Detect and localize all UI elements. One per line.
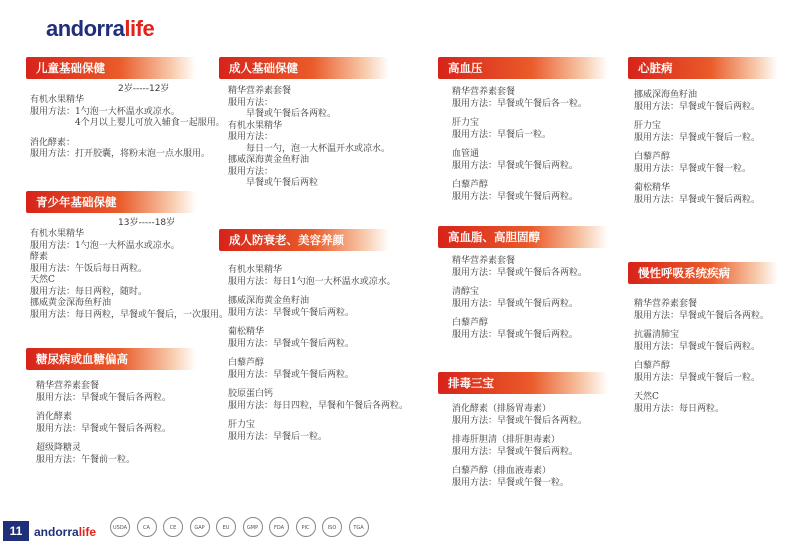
- text-line: 服用方法：1勺泡一大杯温水或凉水。: [30, 106, 180, 117]
- text-line: 天然C: [30, 275, 55, 285]
- text-line: 挪威深海黄金鱼籽油: [228, 296, 310, 306]
- text-line: 服用方法：早餐或午餐后一粒。: [634, 372, 761, 383]
- text-line: 服用方法：: [228, 132, 274, 142]
- text-line: 酵素: [30, 252, 49, 262]
- text-line: [452, 279, 587, 287]
- text-line: 服用方法：早餐或午餐后各两粒。: [452, 267, 588, 278]
- text-line: 4个月以上婴儿可放入辅食一起服用。: [30, 118, 225, 128]
- text-line: 服用方法：: [228, 97, 274, 108]
- section-title-teen: 青少年基础保健: [26, 191, 196, 213]
- section-title-copd: 慢性呼吸系统疾病: [628, 262, 778, 284]
- certification-badge-icon: ISO: [322, 517, 342, 537]
- section-body-teen: [30, 229, 228, 321]
- text-line: 天然C: [634, 392, 659, 402]
- age-range-teen: 13岁-----18岁: [118, 218, 176, 228]
- text-line: 排毒肝胆清（排肝胆毒素）: [452, 435, 561, 445]
- section-title-bp: 高血压: [438, 57, 608, 79]
- text-line: [228, 350, 408, 358]
- text-line: 服用方法：早餐或午餐后各两粒。: [634, 310, 770, 321]
- text-line: [634, 384, 769, 392]
- section-title-child: 儿童基础保健: [26, 57, 196, 79]
- footer: [0, 510, 800, 547]
- text-line: 服用方法：1勺泡一大杯温水或凉水。: [30, 240, 180, 251]
- text-line: 挪威黄金深海鱼籽油: [30, 298, 112, 308]
- text-line: 早餐或午餐后各两粒。: [228, 109, 337, 119]
- text-line: 服用方法：午餐前一粒。: [36, 454, 136, 465]
- footer-brand-logo: [34, 525, 96, 539]
- text-line: 清醇宝: [452, 287, 480, 297]
- certification-badge-icon: EU: [216, 517, 236, 537]
- section-title-adult: 成人基础保健: [219, 57, 389, 79]
- text-line: 挪威深海黄金鱼籽油: [228, 155, 310, 165]
- text-line: [228, 288, 408, 296]
- text-line: [452, 110, 587, 118]
- section-title-lipid: 高血脂、高胆固醇: [438, 226, 608, 248]
- text-line: 服用方法：每日1勺泡一大杯温水或凉水。: [228, 276, 396, 287]
- text-line: 服用方法：早餐或午餐后一粒。: [634, 132, 761, 143]
- text-line: 有机水果精华: [30, 229, 85, 239]
- certification-badge-icon: FDA: [269, 517, 289, 537]
- text-line: 消化酵素：: [30, 137, 76, 148]
- section-body-lipid: [452, 256, 587, 341]
- text-line: 挪威深海鱼籽油: [634, 90, 698, 100]
- footer-brand-part2: life: [78, 525, 97, 539]
- text-line: 服用方法：每日两粒，早餐或午餐后，一次服用。: [30, 309, 229, 320]
- section-title-antiaging: 成人防衰老、美容养颜: [219, 229, 389, 251]
- text-line: [634, 144, 760, 152]
- brand-logo: [46, 16, 154, 42]
- text-line: 有机水果精华: [228, 265, 283, 275]
- text-line: [228, 381, 408, 389]
- section-body-antiaging: [228, 265, 408, 443]
- text-line: 服用方法：早餐或午餐后两粒。: [452, 160, 579, 171]
- text-line: [452, 141, 587, 149]
- text-line: [36, 404, 171, 412]
- certification-badge-icon: GAP: [190, 517, 210, 537]
- text-line: 消化酵素: [36, 412, 73, 422]
- text-line: 服用方法：早餐或午餐后各两粒。: [452, 415, 588, 426]
- text-line: 胶原蛋白钙: [228, 389, 274, 399]
- text-line: 服用方法：早餐或午餐后两粒。: [228, 338, 355, 349]
- section-title-diabetes: 糖尿病或血糖偏高: [26, 348, 196, 370]
- text-line: 肝力宝: [634, 121, 662, 131]
- age-range-child: 2岁-----12岁: [118, 84, 170, 94]
- section-body-heart: [634, 90, 760, 206]
- text-line: 服用方法：早餐或午餐后各一粒。: [452, 98, 588, 109]
- certification-badge-icon: CE: [163, 517, 183, 537]
- text-line: 服用方法：早餐或午餐后两粒。: [634, 194, 761, 205]
- text-line: 消化酵素（排肠胃毒素）: [452, 404, 552, 414]
- text-line: 精华营养素套餐: [452, 87, 516, 97]
- text-line: 有机水果精华: [228, 120, 283, 131]
- text-line: 白藜芦醇: [452, 318, 489, 328]
- page-number: 11: [3, 521, 29, 541]
- text-line: 服用方法：早餐或午餐一粒。: [634, 163, 752, 174]
- section-title-detox: 排毒三宝: [438, 372, 608, 394]
- text-line: 服用方法：早餐或午餐后两粒。: [452, 191, 579, 202]
- brand-logo-part1: andorra: [46, 16, 125, 41]
- text-line: 肝力宝: [452, 118, 480, 128]
- text-line: 血管通: [452, 149, 480, 159]
- text-line: 服用方法：早餐或午餐后两粒。: [228, 307, 355, 318]
- text-line: 精华营养素套餐: [452, 256, 516, 266]
- certification-badge-icon: USDA: [110, 517, 130, 537]
- section-body-child: [30, 95, 225, 161]
- text-line: 超级降糖灵: [36, 443, 82, 453]
- section-body-detox: [452, 404, 587, 489]
- text-line: 精华营养素套餐: [634, 299, 698, 309]
- text-line: 服用方法：早餐后一粒。: [452, 129, 552, 140]
- text-line: 抗霾清肺宝: [634, 330, 680, 340]
- text-line: [36, 435, 171, 443]
- text-line: 服用方法：早餐或午餐后两粒。: [452, 298, 579, 309]
- certification-badge-icon: GMP: [243, 517, 263, 537]
- text-line: [30, 130, 225, 138]
- certification-badge-icon: TGA: [349, 517, 369, 537]
- text-line: 服用方法：早餐后一粒。: [228, 431, 328, 442]
- text-line: 服用方法：打开胶囊，将粉末泡一点水服用。: [30, 149, 211, 159]
- text-line: 服用方法：每日两粒，随时。: [30, 286, 148, 297]
- text-line: [228, 319, 408, 327]
- text-line: [228, 412, 408, 420]
- text-line: [634, 353, 769, 361]
- text-line: [634, 175, 760, 183]
- text-line: [452, 458, 587, 466]
- text-line: [452, 427, 587, 435]
- text-line: 白藜芦醇: [452, 180, 489, 190]
- text-line: 服用方法：午饭后每日两粒。: [30, 263, 148, 274]
- text-line: [452, 310, 587, 318]
- text-line: 服用方法：每日两粒。: [634, 403, 725, 414]
- text-line: 服用方法：每日四粒，早餐和午餐后各两粒。: [228, 400, 409, 411]
- section-body-copd: [634, 299, 769, 415]
- section-title-heart: 心脏病: [628, 57, 778, 79]
- brand-logo-part2: life: [124, 16, 155, 41]
- section-body-adult: [228, 86, 390, 190]
- text-line: 服用方法：早餐或午餐后各两粒。: [36, 423, 172, 434]
- text-line: 精华营养素套餐: [36, 381, 100, 391]
- text-line: 服用方法：早餐或午餐后两粒。: [228, 369, 355, 380]
- text-line: 服用方法：早餐或午餐后两粒。: [634, 101, 761, 112]
- text-line: 服用方法：早餐或午餐后两粒。: [452, 329, 579, 340]
- text-line: [634, 322, 769, 330]
- text-line: [452, 172, 587, 180]
- text-line: 白藜芦醇: [228, 358, 265, 368]
- section-body-diabetes: [36, 381, 171, 466]
- text-line: 每日一勺，泡一大杯温开水或凉水。: [228, 143, 391, 154]
- text-line: 精华营养素套餐: [228, 86, 292, 96]
- certification-badge-icon: CA: [137, 517, 157, 537]
- text-line: 葡松精华: [634, 183, 671, 193]
- footer-brand-part1: andorra: [34, 525, 79, 539]
- section-body-bp: [452, 87, 587, 203]
- certification-badge-icon: PIC: [296, 517, 316, 537]
- text-line: 服用方法：早餐或午餐一粒。: [452, 477, 570, 488]
- text-line: 服用方法：早餐或午餐后两粒。: [634, 341, 761, 352]
- text-line: 服用方法：: [228, 166, 274, 177]
- text-line: 白藜芦醇: [634, 361, 671, 371]
- text-line: 服用方法：早餐或午餐后各两粒。: [36, 392, 172, 403]
- text-line: 早餐或午餐后两粒: [228, 178, 319, 188]
- text-line: 服用方法：早餐或午餐后两粒。: [452, 446, 579, 457]
- text-line: [634, 113, 760, 121]
- text-line: 白藜芦醇（排血液毒素）: [452, 466, 552, 476]
- text-line: 肝力宝: [228, 420, 256, 430]
- text-line: 有机水果精华: [30, 95, 85, 105]
- text-line: 葡松精华: [228, 327, 265, 337]
- text-line: 白藜芦醇: [634, 152, 671, 162]
